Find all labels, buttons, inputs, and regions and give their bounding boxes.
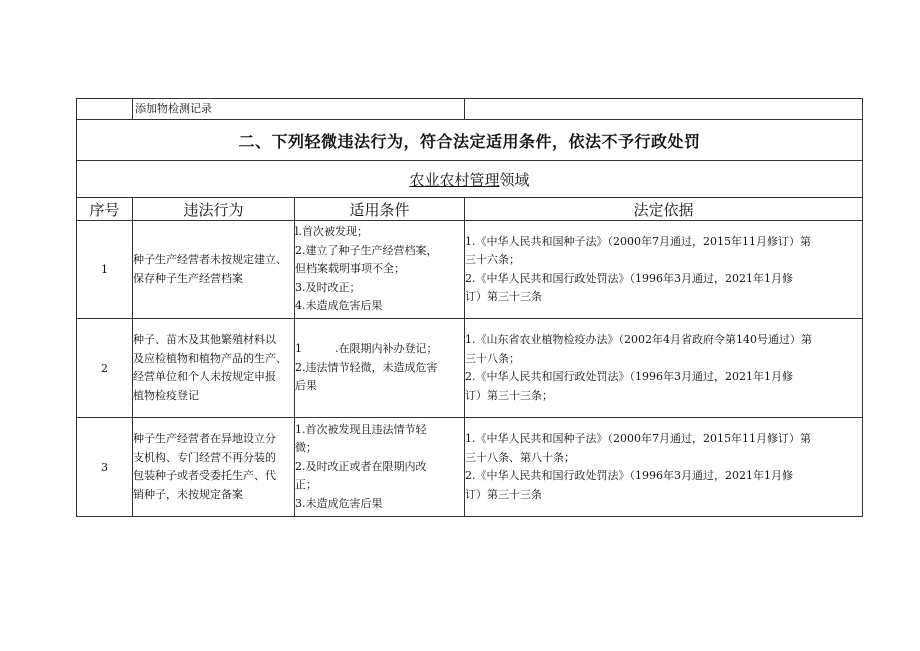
row-basis-line: 1.《山东省农业植物检疫办法》（2002年4月省政府令第140号通过）第: [465, 333, 812, 346]
header-act: 违法行为: [133, 198, 295, 221]
row-act-line: 包装种子或者受委托生产、代: [133, 469, 276, 482]
row-cond-line: 2.建立了种子生产经营档案，: [295, 243, 438, 257]
row-cond-line: 但档案载明事项不全；: [295, 262, 405, 276]
row-basis: [465, 319, 863, 418]
row-basis-line: 三十八条；: [465, 351, 520, 365]
prev-no-cell: [77, 99, 133, 120]
row-act-line: 种子、苗木及其他繁殖材料以: [133, 333, 276, 346]
row-basis-line: 三十八条、第八十条；: [465, 450, 575, 464]
table-row: [77, 319, 863, 418]
row-act-line: 植物检疫登记: [133, 388, 199, 402]
table-row: [77, 221, 863, 319]
area-title-rest: 领域: [499, 170, 530, 189]
area-row: [77, 161, 863, 198]
prev-row-text: 添加物检测记录: [135, 102, 212, 115]
row-cond: [295, 319, 465, 418]
row-act-line: 及应检植物和植物产品的生产、: [133, 351, 287, 365]
row-cond-line: 1.首次被发现且违法情节轻: [295, 422, 427, 436]
header-cond: 适用条件: [295, 198, 465, 221]
section-title-text: 二、下列轻微违法行为，符合法定适用条件，依法不予行政处罚: [238, 131, 701, 151]
header-basis: 法定依据: [465, 198, 863, 221]
section-title-row: [77, 120, 863, 161]
row-cond: [295, 418, 465, 517]
previous-row-tail: [77, 99, 863, 120]
row-basis-line: 2.《中华人民共和国行政处罚法》（1996年3月通过，2021年1月修: [465, 469, 793, 482]
row-no: 1: [77, 221, 133, 319]
row-cond-line: 微；: [295, 441, 317, 455]
table-row: [77, 418, 863, 517]
row-no: 2: [77, 319, 133, 418]
row-act: [133, 418, 295, 517]
row-cond-line: 2.违法情节轻微，未造成危害: [295, 360, 438, 374]
row-act-line: 销种子，未按规定备案: [133, 487, 243, 501]
row-basis-line: 订）第三十三条；: [465, 388, 553, 402]
area-title-underlined: 农业农村管理: [409, 170, 500, 189]
row-cond-line: 3.及时改正；: [295, 280, 361, 294]
row-basis-line: 三十六条；: [465, 253, 520, 266]
row-cond: [295, 221, 465, 319]
regulation-table: [76, 98, 863, 517]
row-basis-line: 订）第三十三条: [465, 487, 542, 501]
row-cond-line: 后果: [295, 379, 317, 393]
area-title: [77, 161, 863, 198]
header-row: [77, 198, 863, 221]
row-cond-line: 2.及时改正或者在限期内改: [295, 459, 427, 473]
row-cond-line: 4.未造成危害后果: [295, 299, 383, 313]
row-cond-line: l.首次被发现；: [295, 225, 369, 239]
section-title: [77, 120, 863, 161]
row-basis-line: 订）第三十三条: [465, 290, 542, 303]
row-basis: [465, 418, 863, 517]
row-basis-line: 2.《中华人民共和国行政处罚法》（1996年3月通过，2021年1月修: [465, 271, 793, 285]
row-cond-line: 3.未造成危害后果: [295, 496, 383, 510]
prev-basis-cell: [465, 99, 863, 120]
row-cond-line: 1 .在限期内补办登记；: [295, 342, 438, 356]
header-no: 序号: [77, 198, 133, 221]
row-cond-line: 正；: [295, 478, 317, 492]
row-basis-line: 1.《中华人民共和国种子法》（2000年7月通过，2015年11月修订）第: [465, 432, 811, 445]
row-act-line: 种子生产经营者未按规定建立、: [133, 253, 287, 266]
row-act-line: 保存种子生产经营档案: [133, 271, 243, 285]
row-basis-line: 1.《中华人民共和国种子法》（2000年7月通过，2015年11月修订）第: [465, 234, 811, 248]
row-act-line: 支机构、专门经营不再分装的: [133, 450, 276, 464]
row-basis: [465, 221, 863, 319]
row-act-line: 种子生产经营者在异地设立分: [133, 432, 276, 445]
row-basis-line: 2.《中华人民共和国行政处罚法》（1996年3月通过，2021年1月修: [465, 370, 793, 383]
row-act: [133, 221, 295, 319]
row-no: 3: [77, 418, 133, 517]
row-act: [133, 319, 295, 418]
row-act-line: 经营单位和个人未按规定申报: [133, 370, 276, 383]
prev-act-cell: [133, 99, 465, 120]
